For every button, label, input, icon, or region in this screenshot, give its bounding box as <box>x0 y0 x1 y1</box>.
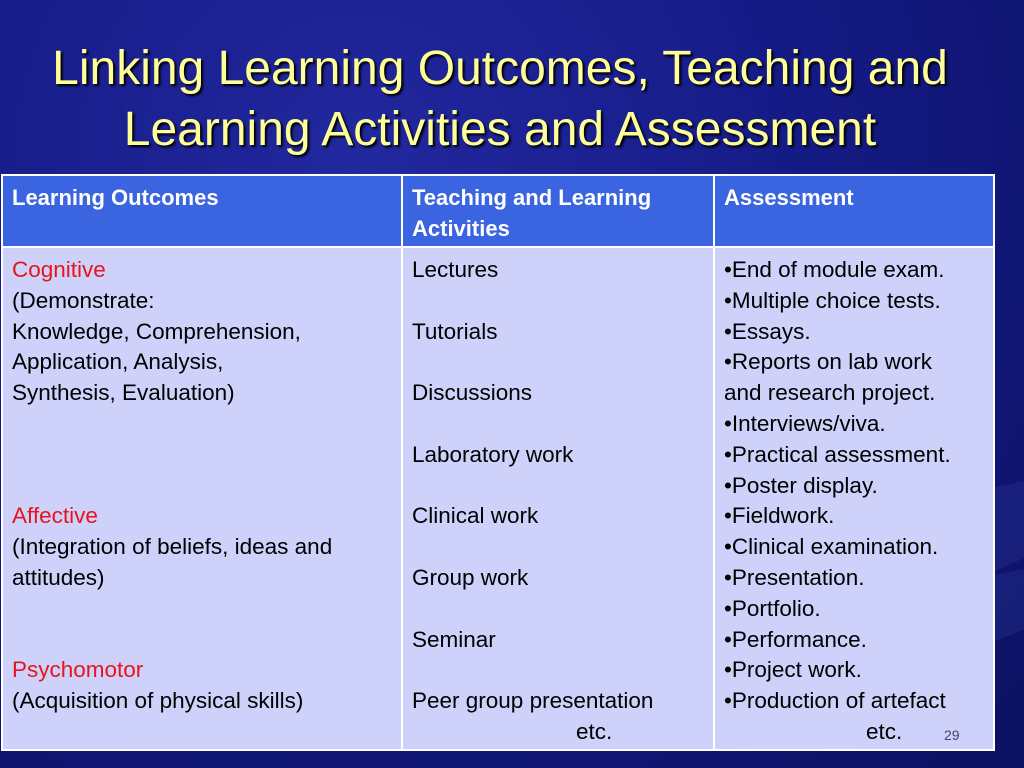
outcomes-table <box>1 174 995 751</box>
outcome-line: (Integration of beliefs, ideas and <box>12 534 333 560</box>
spacer <box>412 594 704 625</box>
header-teaching-activities <box>402 175 714 247</box>
spacer <box>412 532 704 563</box>
activity-item: Discussions <box>412 380 533 406</box>
category-cognitive: Cognitive <box>12 257 106 282</box>
spacer <box>12 625 392 656</box>
assessment-item: •Poster display. <box>724 472 878 498</box>
activities-etc: etc. <box>576 718 613 744</box>
header-line: Teaching and Learning <box>412 185 652 210</box>
assessment-item: •End of module exam. <box>724 257 945 282</box>
spacer <box>412 471 704 502</box>
assessment-item: •Fieldwork. <box>724 503 835 529</box>
spacer <box>412 655 704 686</box>
assessment-item: and research project. <box>724 380 936 406</box>
activity-item: Tutorials <box>412 318 498 344</box>
slide-title <box>0 38 1000 160</box>
activity-item: Lectures <box>412 257 499 282</box>
assessment-item: •Production of artefact <box>724 688 946 714</box>
activity-item: Group work <box>412 564 529 590</box>
category-affective: Affective <box>12 503 98 529</box>
spacer <box>412 286 704 317</box>
spacer <box>12 409 392 440</box>
assessment-item: •Interviews/viva. <box>724 410 886 436</box>
activity-item: Seminar <box>412 626 496 652</box>
activities-cell <box>402 247 714 750</box>
spacer <box>412 347 704 378</box>
header-learning-outcomes: Learning Outcomes <box>2 175 402 247</box>
outcome-line: Synthesis, Evaluation) <box>12 380 235 406</box>
assessment-item: •Essays. <box>724 318 811 344</box>
spacer <box>12 471 392 502</box>
assessment-etc: etc. <box>866 718 903 744</box>
header-assessment: Assessment <box>714 175 994 247</box>
outcome-line: (Demonstrate: <box>12 287 155 313</box>
assessment-item: •Presentation. <box>724 564 865 590</box>
category-psychomotor: Psychomotor <box>12 657 144 683</box>
spacer <box>12 440 392 471</box>
assessment-item: •Practical assessment. <box>724 441 951 467</box>
activity-item: Laboratory work <box>412 441 574 467</box>
assessment-item: •Reports on lab work <box>724 349 932 375</box>
page-number: 29 <box>944 727 960 743</box>
slide-title-line: Linking Learning Outcomes, Teaching and <box>52 42 948 95</box>
outcome-line: (Acquisition of physical skills) <box>12 688 304 714</box>
assessment-item: •Project work. <box>724 657 862 683</box>
assessment-item: •Clinical examination. <box>724 534 939 560</box>
header-line: Activities <box>412 216 510 241</box>
activity-item: Peer group presentation <box>412 688 654 714</box>
slide-title-line: Learning Activities and Assessment <box>123 103 877 156</box>
outcome-line: attitudes) <box>12 564 105 590</box>
assessment-cell <box>714 247 994 750</box>
assessment-item: •Performance. <box>724 626 867 652</box>
outcome-line: Application, Analysis, <box>12 349 224 375</box>
spacer <box>412 409 704 440</box>
outcomes-cell <box>2 247 402 750</box>
activity-item: Clinical work <box>412 503 539 529</box>
table-header-row <box>2 175 994 247</box>
spacer <box>12 594 392 625</box>
assessment-item: •Portfolio. <box>724 595 821 621</box>
assessment-item: •Multiple choice tests. <box>724 287 941 313</box>
outcome-line: Knowledge, Comprehension, <box>12 318 301 344</box>
table-row <box>2 247 994 750</box>
